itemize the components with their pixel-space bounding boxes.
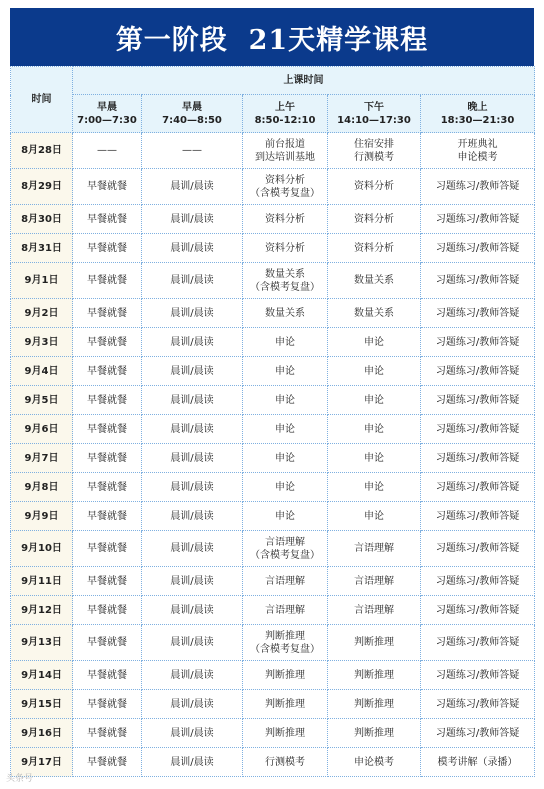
slot-time: 8:50-12:10 [254, 114, 316, 126]
schedule-cell: 言语理解 （含模考复盘） [243, 531, 328, 567]
schedule-cell: 晨训/晨读 [142, 386, 243, 415]
schedule-cell: 早餐就餐 [73, 357, 142, 386]
schedule-cell: 早餐就餐 [73, 473, 142, 502]
slot-header [243, 95, 328, 133]
table-row [11, 415, 535, 444]
schedule-cell: 晨训/晨读 [142, 234, 243, 263]
date-cell: 9月16日 [11, 719, 73, 748]
schedule-cell: 申论 [328, 328, 421, 357]
schedule-cell: 早餐就餐 [73, 719, 142, 748]
watermark: 头条号 [6, 774, 34, 784]
schedule-cell: 早餐就餐 [73, 328, 142, 357]
schedule-cell: 习题练习/教师答疑 [421, 415, 535, 444]
table-row [11, 234, 535, 263]
schedule-cell: 判断推理 （含模考复盘） [243, 625, 328, 661]
schedule-cell: 晨训/晨读 [142, 596, 243, 625]
schedule-table [10, 66, 535, 777]
schedule-cell: 晨训/晨读 [142, 531, 243, 567]
schedule-cell: 早餐就餐 [73, 690, 142, 719]
table-row [11, 661, 535, 690]
table-row [11, 263, 535, 299]
date-cell: 9月13日 [11, 625, 73, 661]
schedule-cell: 资料分析 （含模考复盘） [243, 169, 328, 205]
schedule-cell: 判断推理 [243, 690, 328, 719]
schedule-cell: 申论 [243, 473, 328, 502]
schedule-cell: 判断推理 [328, 719, 421, 748]
schedule-cell: 晨训/晨读 [142, 661, 243, 690]
schedule-cell: 申论模考 [328, 748, 421, 777]
schedule-cell: 晨训/晨读 [142, 719, 243, 748]
schedule-cell: 习题练习/教师答疑 [421, 169, 535, 205]
schedule-cell: 晨训/晨读 [142, 263, 243, 299]
schedule-cell: 言语理解 [328, 567, 421, 596]
schedule-cell: 数量关系 [328, 263, 421, 299]
schedule-cell: 资料分析 [243, 234, 328, 263]
schedule-cell: 申论 [328, 444, 421, 473]
schedule-cell: 资料分析 [328, 205, 421, 234]
table-row [11, 625, 535, 661]
schedule-cell: 资料分析 [328, 234, 421, 263]
date-cell: 8月30日 [11, 205, 73, 234]
table-row [11, 748, 535, 777]
slot-header [328, 95, 421, 133]
schedule-cell: 习题练习/教师答疑 [421, 234, 535, 263]
date-cell: 8月31日 [11, 234, 73, 263]
table-row [11, 473, 535, 502]
table-row [11, 133, 535, 169]
schedule-cell: 习题练习/教师答疑 [421, 502, 535, 531]
schedule-cell: 早餐就餐 [73, 444, 142, 473]
schedule-cell: 住宿安排 行测模考 [328, 133, 421, 169]
table-row [11, 299, 535, 328]
schedule-cell: 数量关系 （含模考复盘） [243, 263, 328, 299]
slot-header [73, 95, 142, 133]
table-row [11, 502, 535, 531]
schedule-cell: 晨训/晨读 [142, 625, 243, 661]
schedule-cell: 早餐就餐 [73, 748, 142, 777]
slot-time: 7:00—7:30 [77, 114, 137, 126]
schedule-cell: 模考讲解（录播） [421, 748, 535, 777]
date-cell: 9月12日 [11, 596, 73, 625]
schedule-cell: 资料分析 [243, 205, 328, 234]
date-cell: 9月5日 [11, 386, 73, 415]
schedule-cell: 晨训/晨读 [142, 690, 243, 719]
title-banner [10, 8, 534, 66]
schedule-cell: 数量关系 [328, 299, 421, 328]
date-cell: 9月15日 [11, 690, 73, 719]
schedule-cell: 早餐就餐 [73, 567, 142, 596]
schedule-cell: 申论 [243, 502, 328, 531]
schedule-cell: 习题练习/教师答疑 [421, 205, 535, 234]
schedule-cell: 早餐就餐 [73, 263, 142, 299]
schedule-cell: 行测模考 [243, 748, 328, 777]
table-row [11, 205, 535, 234]
class-time-header: 上课时间 [73, 67, 535, 95]
slot-header [142, 95, 243, 133]
schedule-cell: 申论 [243, 328, 328, 357]
schedule-cell: 早餐就餐 [73, 234, 142, 263]
schedule-cell: 晨训/晨读 [142, 328, 243, 357]
schedule-cell: 早餐就餐 [73, 415, 142, 444]
schedule-cell: 习题练习/教师答疑 [421, 263, 535, 299]
schedule-cell: 习题练习/教师答疑 [421, 444, 535, 473]
table-row [11, 719, 535, 748]
schedule-cell: 言语理解 [328, 596, 421, 625]
schedule-cell: 早餐就餐 [73, 299, 142, 328]
table-row [11, 386, 535, 415]
table-row [11, 357, 535, 386]
schedule-cell: 晨训/晨读 [142, 473, 243, 502]
table-row [11, 169, 535, 205]
schedule-cell: 早餐就餐 [73, 169, 142, 205]
date-cell: 9月7日 [11, 444, 73, 473]
schedule-cell: 判断推理 [243, 719, 328, 748]
schedule-cell: 申论 [328, 386, 421, 415]
table-row [11, 444, 535, 473]
schedule-cell: 前台报道 到达培训基地 [243, 133, 328, 169]
schedule-cell: 晨训/晨读 [142, 444, 243, 473]
slot-name: 早晨 [97, 101, 117, 113]
schedule-cell: 晨训/晨读 [142, 299, 243, 328]
schedule-cell: 习题练习/教师答疑 [421, 531, 535, 567]
schedule-cell: 晨训/晨读 [142, 357, 243, 386]
schedule-cell: 判断推理 [328, 625, 421, 661]
schedule-cell: 晨训/晨读 [142, 205, 243, 234]
schedule-cell: 资料分析 [328, 169, 421, 205]
schedule-cell: 习题练习/教师答疑 [421, 299, 535, 328]
slot-name: 下午 [364, 101, 384, 113]
schedule-cell: 申论 [328, 357, 421, 386]
date-cell: 9月9日 [11, 502, 73, 531]
table-row [11, 328, 535, 357]
date-cell: 9月10日 [11, 531, 73, 567]
schedule-cell: 申论 [243, 386, 328, 415]
schedule-cell: 习题练习/教师答疑 [421, 596, 535, 625]
schedule-cell: 申论 [243, 415, 328, 444]
schedule-cell: 判断推理 [328, 690, 421, 719]
schedule-cell: 申论 [328, 473, 421, 502]
slot-name: 晚上 [467, 101, 488, 113]
schedule-cell: 早餐就餐 [73, 386, 142, 415]
schedule-cell: 早餐就餐 [73, 502, 142, 531]
slot-name: 上午 [275, 101, 295, 113]
slot-header [421, 95, 535, 133]
schedule-cell: —— [73, 133, 142, 169]
schedule-cell: 言语理解 [328, 531, 421, 567]
slot-time: 18:30—21:30 [440, 114, 515, 126]
schedule-cell: —— [142, 133, 243, 169]
slot-time: 14:10—17:30 [337, 114, 411, 126]
schedule-body [11, 133, 535, 777]
schedule-cell: 早餐就餐 [73, 205, 142, 234]
schedule-cell: 习题练习/教师答疑 [421, 386, 535, 415]
schedule-cell: 习题练习/教师答疑 [421, 328, 535, 357]
page-title: 第一阶段 21天精学课程 [115, 24, 429, 56]
schedule-cell: 晨训/晨读 [142, 567, 243, 596]
date-cell: 9月8日 [11, 473, 73, 502]
schedule-cell: 申论 [243, 444, 328, 473]
date-cell: 9月2日 [11, 299, 73, 328]
date-cell: 9月11日 [11, 567, 73, 596]
schedule-cell: 习题练习/教师答疑 [421, 357, 535, 386]
schedule-cell: 习题练习/教师答疑 [421, 567, 535, 596]
schedule-cell: 早餐就餐 [73, 661, 142, 690]
schedule-cell: 早餐就餐 [73, 625, 142, 661]
schedule-cell: 申论 [328, 502, 421, 531]
schedule-cell: 判断推理 [243, 661, 328, 690]
schedule-cell: 晨训/晨读 [142, 169, 243, 205]
table-row [11, 567, 535, 596]
schedule-cell: 言语理解 [243, 596, 328, 625]
schedule-cell: 申论 [328, 415, 421, 444]
schedule-cell: 早餐就餐 [73, 596, 142, 625]
schedule-cell: 数量关系 [243, 299, 328, 328]
schedule-cell: 晨训/晨读 [142, 502, 243, 531]
date-cell: 9月1日 [11, 263, 73, 299]
schedule-cell: 言语理解 [243, 567, 328, 596]
date-cell: 9月6日 [11, 415, 73, 444]
date-cell: 8月28日 [11, 133, 73, 169]
schedule-cell: 习题练习/教师答疑 [421, 473, 535, 502]
schedule-cell: 习题练习/教师答疑 [421, 690, 535, 719]
date-cell: 9月4日 [11, 357, 73, 386]
schedule-cell: 判断推理 [328, 661, 421, 690]
schedule-cell: 早餐就餐 [73, 531, 142, 567]
slot-header-row [11, 95, 535, 133]
schedule-cell: 习题练习/教师答疑 [421, 661, 535, 690]
table-row [11, 596, 535, 625]
table-row [11, 531, 535, 567]
schedule-cell: 开班典礼 申论模考 [421, 133, 535, 169]
slot-time: 7:40—8:50 [162, 114, 222, 126]
date-cell: 8月29日 [11, 169, 73, 205]
slot-name: 早晨 [182, 101, 202, 113]
table-row [11, 690, 535, 719]
schedule-cell: 晨训/晨读 [142, 748, 243, 777]
date-cell: 9月17日 [11, 748, 73, 777]
schedule-cell: 申论 [243, 357, 328, 386]
date-cell: 9月14日 [11, 661, 73, 690]
time-header: 时间 [11, 67, 73, 133]
schedule-cell: 晨训/晨读 [142, 415, 243, 444]
schedule-cell: 习题练习/教师答疑 [421, 625, 535, 661]
date-cell: 9月3日 [11, 328, 73, 357]
schedule-cell: 习题练习/教师答疑 [421, 719, 535, 748]
